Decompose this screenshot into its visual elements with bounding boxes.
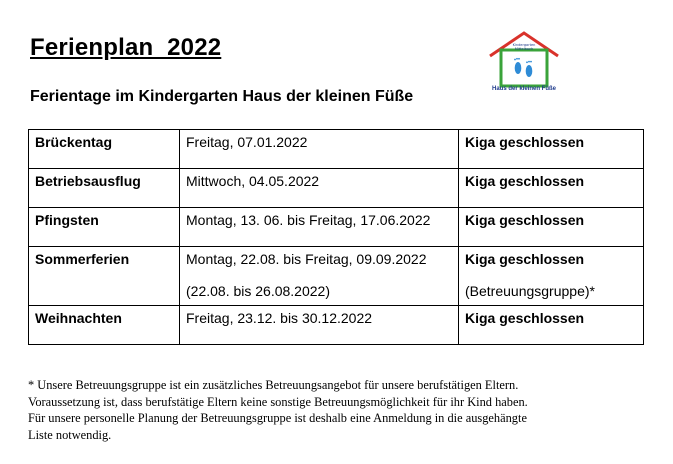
status-text: Kiga geschlossen	[465, 251, 585, 267]
date-text: Montag, 22.08. bis Freitag, 09.09.2022	[186, 251, 427, 267]
event-cell: Brückentag	[29, 130, 180, 169]
date-cell	[180, 247, 459, 306]
table-row	[29, 247, 644, 306]
date-cell: Montag, 13. 06. bis Freitag, 17.06.2022	[180, 208, 459, 247]
table-row	[29, 130, 644, 169]
kindergarten-logo	[484, 30, 564, 104]
status-cell: Kiga geschlossen	[459, 169, 644, 208]
holiday-table	[28, 129, 644, 345]
house-feet-icon	[484, 30, 564, 88]
logo-text: Haus der kleinen Füße	[491, 86, 557, 92]
status-cell: Kiga geschlossen	[459, 306, 644, 345]
event-cell: Sommerferien	[29, 247, 180, 306]
date-cell: Freitag, 07.01.2022	[180, 130, 459, 169]
status-cell	[459, 247, 644, 306]
status-extra-text: (Betreuungsgruppe)*	[465, 283, 595, 299]
svg-text:Kindergarten: Kindergarten	[512, 43, 536, 47]
status-cell: Kiga geschlossen	[459, 208, 644, 247]
footnote-line: Liste notwendig.	[28, 427, 112, 442]
event-cell: Pfingsten	[29, 208, 180, 247]
date-extra-text: (22.08. bis 26.08.2022)	[186, 283, 330, 299]
footnote-line: Voraussetzung ist, dass berufstätige Eltern keine sonstige Betreuungsmöglichkeit für ihr Kind haben.	[28, 394, 528, 409]
date-cell: Freitag, 23.12. bis 30.12.2022	[180, 306, 459, 345]
status-cell: Kiga geschlossen	[459, 130, 644, 169]
table-row	[29, 169, 644, 208]
table-row	[29, 306, 644, 345]
event-cell: Weihnachten	[29, 306, 180, 345]
date-cell: Mittwoch, 04.05.2022	[180, 169, 459, 208]
page-title: Ferienplan 2022	[30, 34, 222, 61]
footnote-line: Für unsere personelle Planung der Betreuungsgruppe ist deshalb eine Anmeldung in die ausgehängte	[28, 411, 527, 425]
svg-text:Mittelbach: Mittelbach	[514, 47, 534, 51]
footnote-line: * Unsere Betreuungsgruppe ist ein zusätzliches Betreuungsangebot für unsere berufstätigen Eltern.	[28, 378, 519, 392]
footnote	[28, 377, 648, 443]
page-subtitle: Ferientage im Kindergarten Haus der kleinen Füße	[30, 88, 414, 105]
event-cell: Betriebsausflug	[29, 169, 180, 208]
table-row	[29, 208, 644, 247]
